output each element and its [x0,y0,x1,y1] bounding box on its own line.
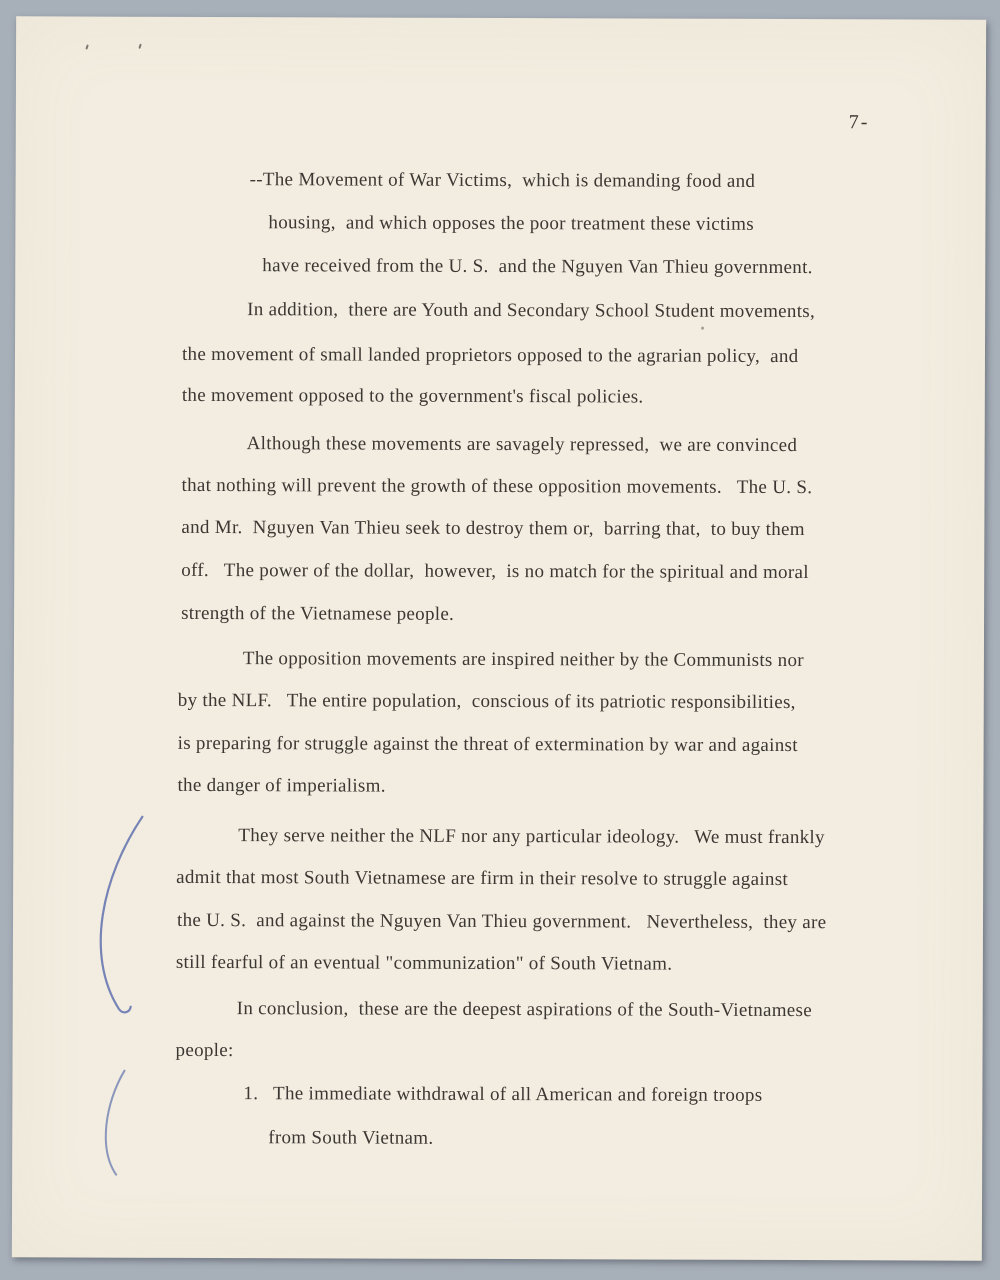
text-line: still fearful of an eventual "communization" of South Vietnam. [175,951,673,975]
document-page [12,16,986,1260]
text-line: The opposition movements are inspired neither by the Communists nor [242,648,804,672]
text-line: --The Movement of War Victims, which is demanding food and [249,169,756,192]
text-line: and Mr. Nguyen Van Thieu seek to destroy them or, barring that, to buy them [181,516,805,541]
text-line: people: [175,1039,234,1062]
text-line: strength of the Vietnamese people. [181,602,455,625]
page-number: 7- [848,111,870,134]
text-line: have received from the U. S. and the Nguyen Van Thieu government. [262,255,813,279]
text-line: 1. The immediate withdrawal of all American and foreign troops [243,1083,763,1106]
text-line: Although these movements are savagely repressed, we are convinced [246,433,798,457]
stray-mark [85,44,88,49]
text-line: admit that most South Vietnamese are firm in their resolve to struggle against [176,866,789,891]
pen-stroke-large-parenthesis [100,817,142,1013]
text-line: the movement opposed to the government's fiscal policies. [181,384,644,408]
stray-mark [701,326,705,330]
handwritten-margin-marks [12,16,986,1260]
text-line: the U. S. and against the Nguyen Van Thieu government. Nevertheless, they are [176,909,827,934]
text-line: is preparing for struggle against the threat of extermination by war and against [177,732,798,757]
text-line: In conclusion, these are the deepest aspirations of the South-Vietnamese [236,998,813,1022]
text-line: by the NLF. The entire population, conscious of its patriotic responsibilities, [177,689,796,714]
text-line: from South Vietnam. [268,1127,434,1149]
text-line: the movement of small landed proprietors opposed to the agrarian policy, and [181,343,799,368]
stray-mark [138,44,141,49]
text-line: that nothing will prevent the growth of these opposition movements. The U. S. [181,474,813,499]
text-line: the danger of imperialism. [177,774,386,797]
text-line: housing, and which opposes the poor treatment these victims [268,212,755,235]
text-line: In addition, there are Youth and Secondary School Student movements, [247,299,816,323]
typewritten-text [16,16,986,1149]
text-line: off. The power of the dollar, however, is no match for the spiritual and moral [181,559,809,584]
pen-stroke-small-parenthesis [106,1071,125,1175]
text-line: They serve neither the NLF nor any particular ideology. We must frankly [238,825,825,849]
